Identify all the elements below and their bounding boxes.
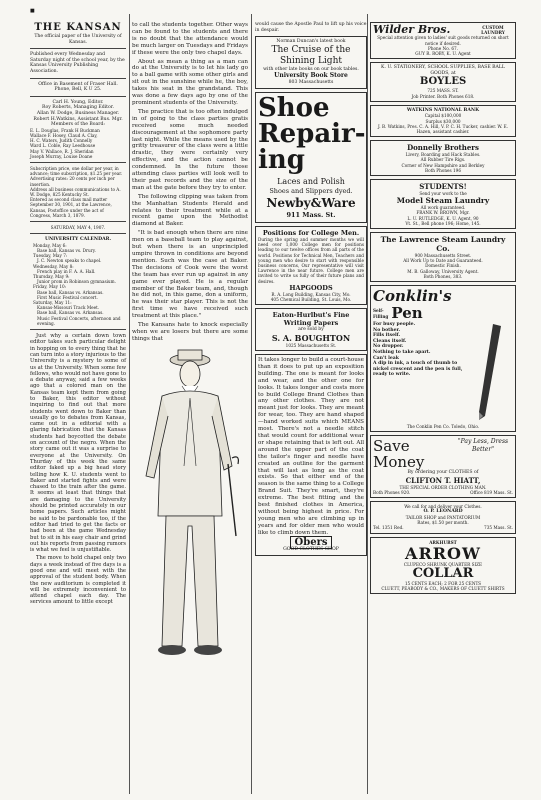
arrow-word: COLLAR: [412, 566, 474, 582]
shoe-line: Laces and Polish: [277, 176, 345, 186]
hiatt-phones: Both Phones 920.: [373, 490, 411, 496]
lawrence-name: The Lawrence Steam Laundry Co.: [380, 235, 506, 254]
conklin-line: No dropper.: [373, 344, 404, 350]
shoe-repair-ad: [255, 92, 367, 223]
bank-officers: J. B. Watkins, Pres. C. A. Hill, V. P. C. H. Tucker, cashier. W. E. Hazen, assistant cashier.: [377, 123, 509, 135]
shoe-line: Shoes and Slippers dyed.: [269, 186, 353, 195]
calendar-entry: Friday, May 10:: [33, 284, 67, 290]
repair-heading: Repair-: [258, 118, 366, 149]
calendar-entry: Wednesday, May 8:: [33, 263, 74, 269]
calendar-heading: UNIVERSITY CALENDAR.: [44, 237, 112, 243]
pen-icon: [465, 322, 509, 422]
boyles-address: 725 MASS. ST.: [427, 88, 459, 94]
divider: [30, 48, 126, 49]
entered-info: Entered as second class mail matter September 30, 1901, at the Lawrence, Kansas, Postoffice under the act of Congress, March 3, 1879.: [30, 197, 112, 218]
donnelly-ad: [370, 140, 516, 176]
bank-surplus: Surplus $30,000: [425, 118, 461, 124]
model-name: Model Steam Laundry: [396, 196, 490, 206]
positions-address: 405 Chemical Building, St. Louis, Mo.: [270, 297, 352, 302]
bookstore-line: Norman Duncan's latest book: [276, 39, 346, 45]
leonard-address: 735 Mass. St.: [484, 525, 513, 531]
calendar-entry: Tuesday, May 7:: [33, 253, 68, 259]
hiatt-save-money: [373, 438, 424, 470]
calendar-entry: Music Festival Concerts, afternoon and evening.: [37, 315, 121, 326]
model-line: Vt. St., Bell phone 196; Home, 145.: [405, 220, 481, 226]
hiatt-money: Money: [373, 453, 425, 472]
column-divider: [129, 14, 130, 794]
conklin-line: No bother.: [373, 327, 401, 333]
conklin-line: Nothing to take apart.: [373, 350, 431, 356]
editorial-paragraph: The Kansans hate to knock especially when we are losers but there are some things that: [132, 322, 248, 342]
hiatt-head: [373, 438, 513, 470]
staff-2: Roy Roberts, Managing Editor.: [42, 105, 114, 111]
board-title: Members of the Board:: [51, 122, 105, 128]
wilder-agent: GUY R. ROBY, K. U. Agent: [415, 51, 471, 57]
hiatt-contact: [373, 490, 513, 495]
office-info: Office in Basement of Fraser Hall. Phone, Bell, K U 25.: [38, 81, 118, 93]
board-3: H. C. Waters, Judith Connelly: [30, 138, 93, 144]
editorial-paragraph: The practice that is too often indulged in of going to the class parties gratis received some much needed discouragement at the sophomore party last night. While the means used by the gritty treasurer of the class were a little drastic, they were certainly very effective, and the action cannot be condemned. In the future those attending class parties will look well to their past records and the size of the man at the gate before they try to enter.: [132, 108, 248, 191]
editorial-paragraph: "It is bad enough when there are nine men on a baseball team to play against, but when there is an unprincipled umpire thrown in conditions are beyond mention. Such was the case at Baker. The decisions of Cook were the worst the team has ever run up against in any game ever played. He is a regular member of the Baker team, and, though he did not, in this game, don a uniform, he was their star player. This is not the first time we have received such treatment at this place.": [132, 230, 248, 320]
conklin-name: Conklin's: [373, 287, 452, 306]
calendar-entry: Base ball, Kansas vs. Arkansas.: [37, 310, 104, 316]
boyles-phones: Job Printer. Both Phones 618.: [411, 93, 475, 99]
shoe-address: 911 Mass. St.: [286, 210, 336, 219]
conklin-title-row: [373, 305, 513, 322]
wilder-head: [373, 25, 513, 35]
conklin-line: Cleans itself.: [373, 338, 407, 344]
lawrence-line: 900 Massachusetts Street.: [414, 253, 472, 259]
wilder-tag: CUSTOM LAUNDRY: [481, 25, 505, 36]
column-4: [370, 22, 516, 597]
clothes-ad: [255, 354, 367, 556]
wilder-ad: [370, 22, 516, 59]
issue-date: SATURDAY, MAY 4, 1907.: [50, 224, 106, 230]
column-divider: [251, 14, 252, 794]
positions-firm: HAPGOODS: [289, 283, 333, 292]
leonard-tel: Tel. 1351 Red.: [373, 525, 404, 531]
bookstore-address: 803 Massachusetts: [288, 80, 334, 86]
papers-sub: are sold by: [298, 327, 324, 333]
model-line: L. U. RUTLEDGE, K. U. Agent, 90: [407, 215, 479, 221]
lawrence-line: Domestic Finish.: [425, 263, 461, 269]
hiatt-ad: [370, 435, 516, 498]
arrow-line: CLUETT, PEABODY & CO., MAKERS OF CLUETT SHIRTS: [381, 586, 505, 592]
shoe-heading: Shoe: [258, 92, 330, 123]
conklin-pen: Pen: [391, 304, 423, 323]
divider: [30, 329, 126, 330]
donnelly-line: All Rubber Tire Rigs.: [420, 157, 466, 163]
editorial-paragraph: to call the students together. Other ways can be found to the students and there is no doubt that the attendance would be much larger on Tuesdays and Fridays if these were the only two chapel days.: [132, 22, 248, 56]
arrow-name: ARROW: [405, 543, 481, 563]
bank-ad: [370, 105, 516, 137]
arrow-line: CLUPECO SHRUNK QUARTER SIZE: [403, 561, 483, 567]
donnelly-line: Both Phones 196: [425, 167, 461, 173]
hiatt-line: By ordering your CLOTHES of: [407, 470, 479, 476]
leonard-contact: [373, 525, 513, 530]
conklin-ad: [370, 285, 516, 432]
conklin-line: Fills itself.: [373, 333, 401, 339]
calendar-entry: Kansas-Missouri Track Meet.: [37, 305, 100, 311]
calendar-entry: J. C. Newton speaks to chapel.: [37, 258, 102, 264]
ing-heading: ing: [258, 144, 305, 175]
suit-man-figure: [132, 346, 248, 676]
hiatt-office: Office 819 Mass. St.: [470, 490, 513, 496]
published-info: Published every Wednesday and Saturday night of the school year, by the Kansas University Publishing Association.: [30, 52, 125, 74]
divider: [30, 162, 126, 163]
donnelly-line: Livery, Boarding and Hack Stables.: [405, 152, 481, 158]
column-divider: [367, 14, 368, 794]
papers-firm: S. A. BOUGHTON: [271, 332, 351, 343]
positions-body: During the spring and summer months we will need over 1,000 College men for positions leading to our twelve offices from all parts of the world. Positions for Technical Men, Teachers and young men who desire to start with responsible business concerns, Our representative will visit Lawrence in the near future. College men are invited to write us fully of their future plans and desires.: [258, 236, 364, 284]
editorial-paragraph: The move to hold chapel only two days a week instead of five days is a good one and will meet with the approval of the student body. When the new auditorium is completed it will be extremely inconvenient to attend chapel each day. The services amount to little except: [30, 555, 126, 606]
clothes-shop: GOOD CLOTHES SHOP: [283, 547, 339, 553]
masthead-title: THE KANSAN: [34, 22, 122, 33]
book-title: The Cruise of the Shining Light: [271, 44, 351, 66]
wilder-line: Special attention given to ladies' suit goods returned on short notice if desired.: [377, 35, 509, 46]
bookstore-name: University Book Store: [274, 72, 348, 80]
calendar-entry: First Music Festival concert.: [37, 294, 98, 300]
boyles-name: BOYLES: [419, 76, 467, 88]
calendar-entry: Saturday, May 11:: [33, 300, 72, 305]
leonard-rates: Rates, $1.50 per month.: [417, 520, 469, 526]
leonard-line: We call for and deliver your Clothes.: [404, 504, 482, 510]
bookstore-ad: [255, 36, 367, 89]
model-head: STUDENTS!: [419, 182, 467, 192]
papers-address: 1025 Massachusetts St.: [285, 342, 337, 348]
page-marker: ■: [30, 8, 35, 14]
hiatt-line: THE SPECIAL ORDER CLOTHING MAN.: [399, 484, 487, 490]
editorial-paragraph: Just why a certain down town editor takes such particular delight in hopping on to every thing that he can turn into a story injurious to the University is a mystery to some of us at the University. When some few fellows, who would not have gone to a debate anyway, said a few weeks ago that a colored man on the Kansas team kept them from going to Baker, this editor without inquiring to find out that more students went down to Baker than usually go to debates from Kansas, came out in a editorial with a glaring fabrication that the Kansas students had boycotted the debate on account of the negro. When the story came out it was a surprise to everyone at the University. On Thurday of this week the same editor faked up a big head story telling how K. U. students went to Baker and started fights and were chased to the train after the game. It seems at least that things that are damaging to the University should be printed accurately in our home papers. Such articles might be said to be pardonable too, if the editor had tried to get the facts or had been at the game Wednesday but to sit in his easy chair and grind out his reports from passing rumors is what we feel is unjustifiable.: [30, 333, 127, 554]
board-4: Ward L. Coble, Ray Leedhouse: [30, 143, 96, 149]
clothes-text: It takes longer to build a court-house than it does to put up an exposition building. The one is meant for looks and wear, and the other one for looks. It takes longer and costs more to build College Brand Clothes than any other clothes. They are not meant just for looks. They are meant for wear, too. They are hand shaped—hand worked suits which MEANS most. There's not a needle stitch that would count for additional wear or shape retaining that is left out. All around the upper part of the coat the tailor's finger and needle have created an outline for the garment that will last as long as the coat exists. So that either end of the season is the same thing to a College Brand Suit. They're smart, they're extreme. The best fitting and the best finished clothes in America, without being highest in price. For young men who are climbing up in years and for older men who would like to climb down them.: [258, 357, 364, 536]
conklin-body: [373, 322, 513, 422]
arrow-top: ARKHURST: [429, 539, 457, 545]
board-1: E. L. Douglas, Frank H Buckman: [30, 127, 100, 133]
model-laundry-ad: [370, 179, 516, 229]
masthead-subtitle: The official paper of the University of Kansas.: [34, 34, 122, 45]
model-line: FRANK W. BROWN, Mgr.: [416, 210, 470, 216]
continued-text: would cause the Apostle Paul to lift up his voice in despair.: [255, 22, 367, 33]
editorial-paragraph: About as mean a thing as a man can do at the University is to let his lady go to a ball game with some other girls and sit out in the sunshine while he, the boy, takes his seat in the grandstand. This was done a few days ago by one of the prominent students of the University.: [132, 58, 248, 106]
arrow-collar-ad: [370, 537, 516, 595]
conklin-line: A dip in ink, a touch of thumb to nickel crescent and the pen is full, ready to write.: [373, 361, 463, 378]
donnelly-name: Donnelly Brothers: [407, 143, 479, 153]
staff-4: Robert H.Watkins, Assistant Bus. Mgr.: [33, 116, 123, 122]
hiatt-name: CLIFTON T. HIATT,: [405, 475, 481, 485]
calendar-entry: French play in F. A. A. Hall.: [37, 268, 96, 274]
divider: [30, 96, 126, 97]
lawrence-line: Both Phones, 383.: [423, 273, 463, 279]
staff-3: Allan W. Dodge, Business Manager.: [36, 110, 120, 116]
wilder-phone: Phone No. 67.: [428, 45, 458, 51]
clothes-brand: Obers: [290, 536, 333, 549]
conklin-lines: [373, 322, 465, 422]
calendar-entry: Thursday, May 9:: [33, 273, 70, 279]
hiatt-save: Save: [373, 437, 410, 456]
board-6: Joseph Murray, Louise Doane: [30, 153, 93, 159]
calendar-entry: Base ball, Kansas vs. Drury.: [37, 247, 96, 253]
arrow-line: 15 CENTS EACH; 2 FOR 25 CENTS: [404, 581, 482, 587]
leonard-name: O. P. LEONARD: [423, 509, 463, 515]
boyles-line: K. U. STATIONERY, SCHOOL SUPPLIES, BASE BALL GOODS, at: [381, 65, 505, 76]
lawrence-line: M. B. Galloway, University Agent.: [407, 268, 479, 274]
conklin-line: For busy people.: [373, 322, 416, 328]
conklin-tag-line: Self-: [373, 308, 384, 314]
man-illustration: [132, 346, 248, 676]
model-line: All work guaranteed.: [420, 205, 466, 211]
conklin-fine: The Conklin Pen Co. Toledo, Ohio.: [406, 424, 480, 430]
bookstore-line: with other late books on our book tables.: [263, 66, 359, 72]
staff-1: Carl H. Young, Editor.: [52, 99, 104, 105]
conklin-tag-line: Filling: [373, 313, 389, 319]
bank-name: WATKINS NATIONAL BANK: [406, 107, 480, 113]
address-info: Address all business communications to A. W. Dodge, 825 Kentucky St.: [30, 186, 121, 197]
leonard-line: TAILOR SHOP and PANTATORIUM: [405, 515, 481, 521]
advertising-info: Advertising rates: 20 cents per inch per insertion.: [30, 176, 115, 187]
positions-title: Positions for College Men.: [262, 228, 360, 237]
positions-ad: [255, 226, 367, 305]
divider: [30, 78, 126, 79]
writing-papers-ad: [255, 308, 367, 351]
positions-address: R. A. Long Building, Kansas City, Mo.: [271, 291, 351, 297]
shoe-firm: Newby&Ware: [266, 195, 356, 210]
papers-title: Eaton-Hurlbut's Fine Writing Papers: [272, 311, 350, 328]
board-2: Wallace F. Hosey, Claud A. Clay,: [30, 132, 98, 138]
calendar-entry: Junior prom in Robinson gymnasium.: [37, 279, 116, 285]
calendar-list: [30, 243, 126, 326]
divider: [30, 233, 126, 234]
lawrence-line: All Work Up to Date and Guaranteed.: [403, 258, 483, 264]
subscription-info: Subscription price, one dollar per year, in advance; time subscription, $1.25 per year.: [30, 165, 123, 177]
hiatt-quote: "Pay Less, Dress Better": [457, 438, 509, 454]
boyles-ad: [370, 62, 516, 102]
column-2: [132, 22, 248, 679]
editorial-paragraph: The following clipping was taken from the Manhattan Students Herald and relates to their treatment while at a recent game upon the Methodist diamond at Baker.: [132, 193, 248, 228]
model-line: Send your work to the: [419, 191, 467, 197]
wilder-name: Wilder Bros.: [373, 23, 451, 37]
donnelly-line: Corner of New Hampshire and Berkley: [401, 162, 485, 168]
conklin-tag: [373, 308, 388, 318]
leonard-ad: [370, 501, 516, 533]
board-5: May V. Wallace, R. J. Sheridan: [30, 148, 94, 154]
lawrence-laundry-ad: [370, 232, 516, 282]
column-1: [30, 22, 126, 608]
column-3: [255, 22, 367, 559]
bank-capital: Capital $100,000: [424, 113, 462, 119]
calendar-entry: Monday, May 6:: [33, 242, 67, 248]
calendar-entry: Base ball, Kansas vs. Arkansas.: [37, 289, 104, 295]
divider: [30, 221, 126, 222]
conklin-line: Can't leak: [373, 355, 399, 361]
